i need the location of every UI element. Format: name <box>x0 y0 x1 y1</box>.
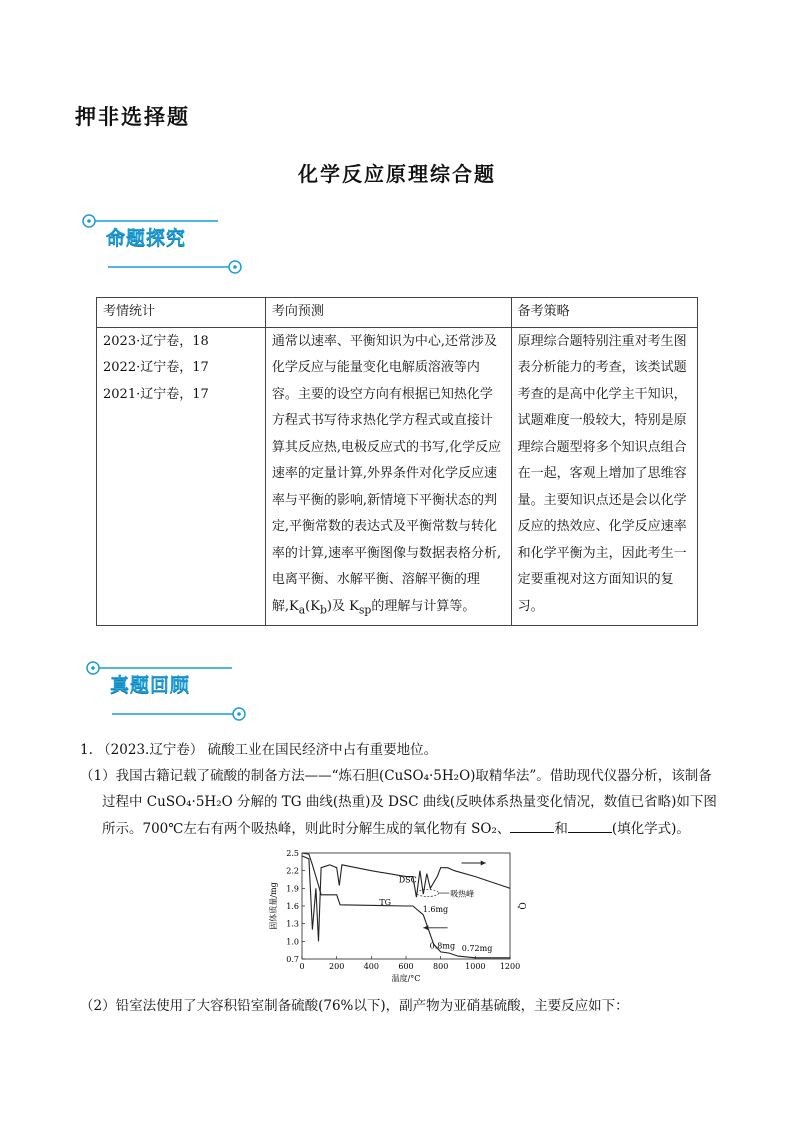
tg-label: TG <box>379 897 392 907</box>
y-tick-label: 2.5 <box>286 849 299 858</box>
tg-arrowhead-icon <box>423 925 428 930</box>
ka-subscript: a <box>298 603 306 617</box>
table-header-row <box>97 298 698 328</box>
x-tick-label: 1000 <box>465 962 486 971</box>
table-row <box>97 327 698 625</box>
stats-item: 2023·辽宁卷，18 <box>103 333 209 349</box>
tg-value-label: 0.8mg <box>429 941 456 951</box>
endotherm-label: 吸热峰 <box>450 889 475 899</box>
x-tick-label: 1200 <box>499 962 521 971</box>
series-line-dsc <box>302 856 510 941</box>
right-axis-label: Q <box>516 902 526 910</box>
prediction-text-end: 的理解与计算等。 <box>371 598 476 614</box>
tg-value-label: 0.72mg <box>461 943 493 953</box>
question-text: 所示。700℃左右有两个吸热峰，则此时分解生成的氧化物有 SO₂、 <box>102 821 511 837</box>
answer-blank[interactable] <box>568 820 612 833</box>
header-prediction: 考向预测 <box>265 298 511 328</box>
banner-review-label: 真题回顾 <box>110 674 191 696</box>
y-tick-label: 1.6 <box>286 902 299 911</box>
dsc-arrowhead-icon <box>481 861 486 866</box>
page-title: 化学反应原理综合题 <box>298 162 496 186</box>
section-heading: 押非选择题 <box>75 105 190 129</box>
y-axis-label: 固体质量/mg <box>269 882 278 930</box>
question-part1-line: （1）我国古籍记载了硫酸的制备方法——“炼石胆(CuSO₄·5H₂O)取精华法”。借助现代仪器分析，该制备 <box>80 768 712 784</box>
question-part1-line: 过程中 CuSO₄·5H₂O 分解的 TG 曲线(热重)及 DSC 曲线(反映体系热量变化情况，数值已省略)如下图 <box>102 794 717 810</box>
prediction-cell <box>265 327 511 625</box>
tg-dsc-chart <box>268 847 528 989</box>
banner-explore-label: 命题探究 <box>106 227 187 249</box>
x-tick-label: 600 <box>398 962 414 971</box>
x-tick-label: 0 <box>299 962 305 971</box>
question-part1-line <box>102 820 690 838</box>
question-part2-line: （2）铅室法使用了大容积铅室制备硫酸(76%以下)，副产物为亚硝基硫酸，主要反应如下： <box>80 998 629 1014</box>
banner-review <box>82 656 252 722</box>
banner-explore <box>78 209 248 275</box>
kb-subscript: b <box>319 603 327 617</box>
stats-item: 2021·辽宁卷，17 <box>103 386 209 402</box>
x-tick-label: 400 <box>363 962 379 971</box>
endotherm-marker <box>417 890 439 897</box>
dsc-label: DSC <box>398 875 417 885</box>
exam-info-table <box>96 297 698 626</box>
series-line-tg <box>302 853 510 958</box>
stats-item: 2022·辽宁卷，17 <box>103 360 209 375</box>
x-tick-label: 800 <box>433 962 449 971</box>
ksp-symbol: )及 K <box>326 598 359 614</box>
ksp-subscript: sp <box>358 603 372 617</box>
question-text: 和 <box>554 821 568 837</box>
question-intro: 1. （2023.辽宁卷） 硫酸工业在国民经济中占有重要地位。 <box>80 742 438 758</box>
prediction-text: 通常以速率、平衡知识为中心,还常涉及化学反应与能量变化电解质溶液等内容。主要的设空方向有根据已知热化学方程式书写待求热化学方程式或直接计算其反应热,电极反应式的书写,化学反应速率的定量计算,外界条件对化学反应速率与平衡的影响,新情境下平衡状态的判定,平衡常数的表达式及平衡常数与转化率的计算,速率平衡图像与数据表格分析,电离平衡、水解平衡、溶解平衡的理解, <box>271 333 502 614</box>
y-tick-label: 2.2 <box>286 866 299 876</box>
ka-symbol: K <box>288 598 299 614</box>
strategy-cell: 原理综合题特别注重对考生图表分析能力的考查，该类试题考查的是高中化学主干知识，试题难度一般较大，特别是原理综合题型将多个知识点组合在一起，客观上增加了思维容量。主要知识点还是会以化学反应的热效应、化学反应速率和化学平衡为主，因此考生一定要重视对这方面知识的复习。 <box>511 327 697 625</box>
y-tick-label: 1.9 <box>286 884 299 894</box>
tg-value-label: 1.6mg <box>422 904 449 914</box>
y-tick-label: 1.0 <box>286 937 299 947</box>
kb-symbol: (K <box>305 598 320 614</box>
x-tick-label: 200 <box>329 962 345 971</box>
question-text: (填化学式)。 <box>611 821 690 837</box>
stats-cell <box>97 327 266 625</box>
header-strategy: 备考策略 <box>511 298 697 328</box>
header-stats: 考情统计 <box>97 298 266 328</box>
x-axis-label: 温度/°C <box>391 974 421 983</box>
y-tick-label: 0.7 <box>286 955 299 964</box>
y-tick-label: 1.3 <box>286 919 299 929</box>
answer-blank[interactable] <box>510 820 554 833</box>
